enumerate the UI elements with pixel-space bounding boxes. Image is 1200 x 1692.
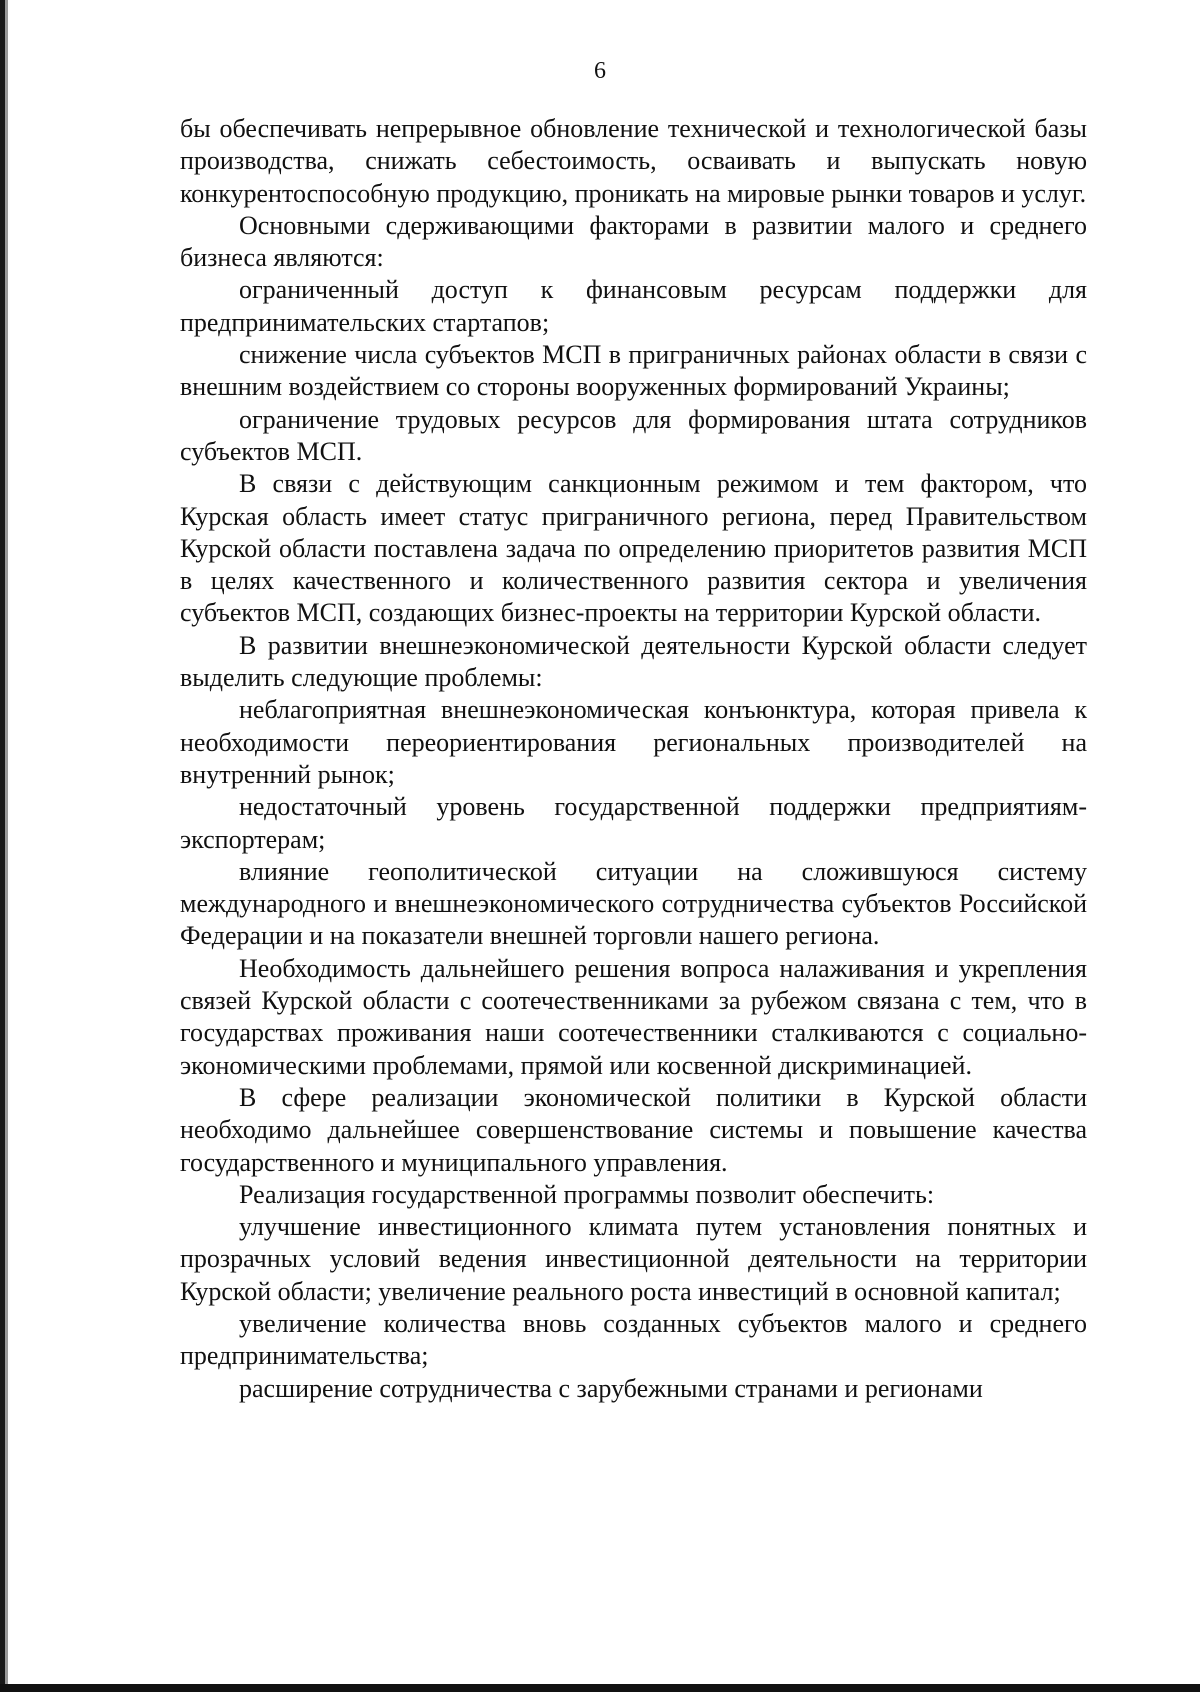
list-item: увеличение количества вновь созданных субъектов малого и среднего предпринимательства; <box>180 1308 1087 1371</box>
paragraph: В сфере реализации экономической политики в Курской области необходимо дальнейшее совершенствование системы и повышение качества государственного и муниципального управления. <box>180 1082 1087 1177</box>
paragraph: Основными сдерживающими факторами в развитии малого и среднего бизнеса являются: <box>180 210 1087 273</box>
paragraph: Реализация государственной программы позволит обеспечить: <box>239 1179 935 1209</box>
list-item: ограничение трудовых ресурсов для формирования штата сотрудников субъектов МСП. <box>180 404 1087 466</box>
list-item: ограниченный доступ к финансовым ресурсам поддержки для предпринимательских стартапов; <box>180 275 1087 337</box>
list-item: недостаточный уровень государственной поддержки предприятиям-экспортерам; <box>180 792 1087 854</box>
paragraph: В развитии внешнеэкономической деятельности Курской области следует выделить следующие проблемы: <box>180 630 1087 693</box>
paragraph: В связи с действующим санкционным режимом и тем фактором, что Курская область имеет статус приграничного региона, перед Правительством Курской области поставлена задача по определению приоритетов развития МСП в целях качественного и количественного развития сектора и увеличения субъектов МСП, создающих бизнес-проекты на территории Курской области. <box>180 469 1087 628</box>
page-number: 6 <box>594 58 606 84</box>
scan-border-left-shadow <box>5 0 8 1692</box>
scan-border-bottom <box>0 1684 1200 1692</box>
list-item: влияние геополитической ситуации на сложившуюся систему международного и внешнеэкономического сотрудничества субъектов Российской Федерации и на показатели внешней торговли нашего региона. <box>180 856 1087 951</box>
list-item: снижение числа субъектов МСП в приграничных районах области в связи с внешним воздействием со стороны вооруженных формирований Украины; <box>180 340 1087 402</box>
document-body <box>180 113 1087 1405</box>
paragraph: Необходимость дальнейшего решения вопроса налаживания и укрепления связей Курской области с соотечественниками за рубежом связана с тем, что в государствах проживания наши соотечественники сталкиваются с социально-экономическими проблемами, прямой или косвенной дискриминацией. <box>180 953 1087 1080</box>
list-item: улучшение инвестиционного климата путем установления понятных и прозрачных условий ведения инвестиционной деятельности на территории Курской области; увеличение реального роста инвестиций в основной капитал; <box>180 1212 1087 1306</box>
paragraph-continuation: бы обеспечивать непрерывное обновление технической и технологической базы производства, снижать себестоимость, осваивать и выпускать новую конкурентоспособную продукцию, проникать на мировые рынки товаров и услуг. <box>180 114 1087 208</box>
list-item: расширение сотрудничества с зарубежными странами и регионами <box>239 1373 983 1403</box>
list-item: неблагоприятная внешнеэкономическая конъюнктура, которая привела к необходимости переориентирования региональных производителей на внутренний рынок; <box>180 695 1087 789</box>
